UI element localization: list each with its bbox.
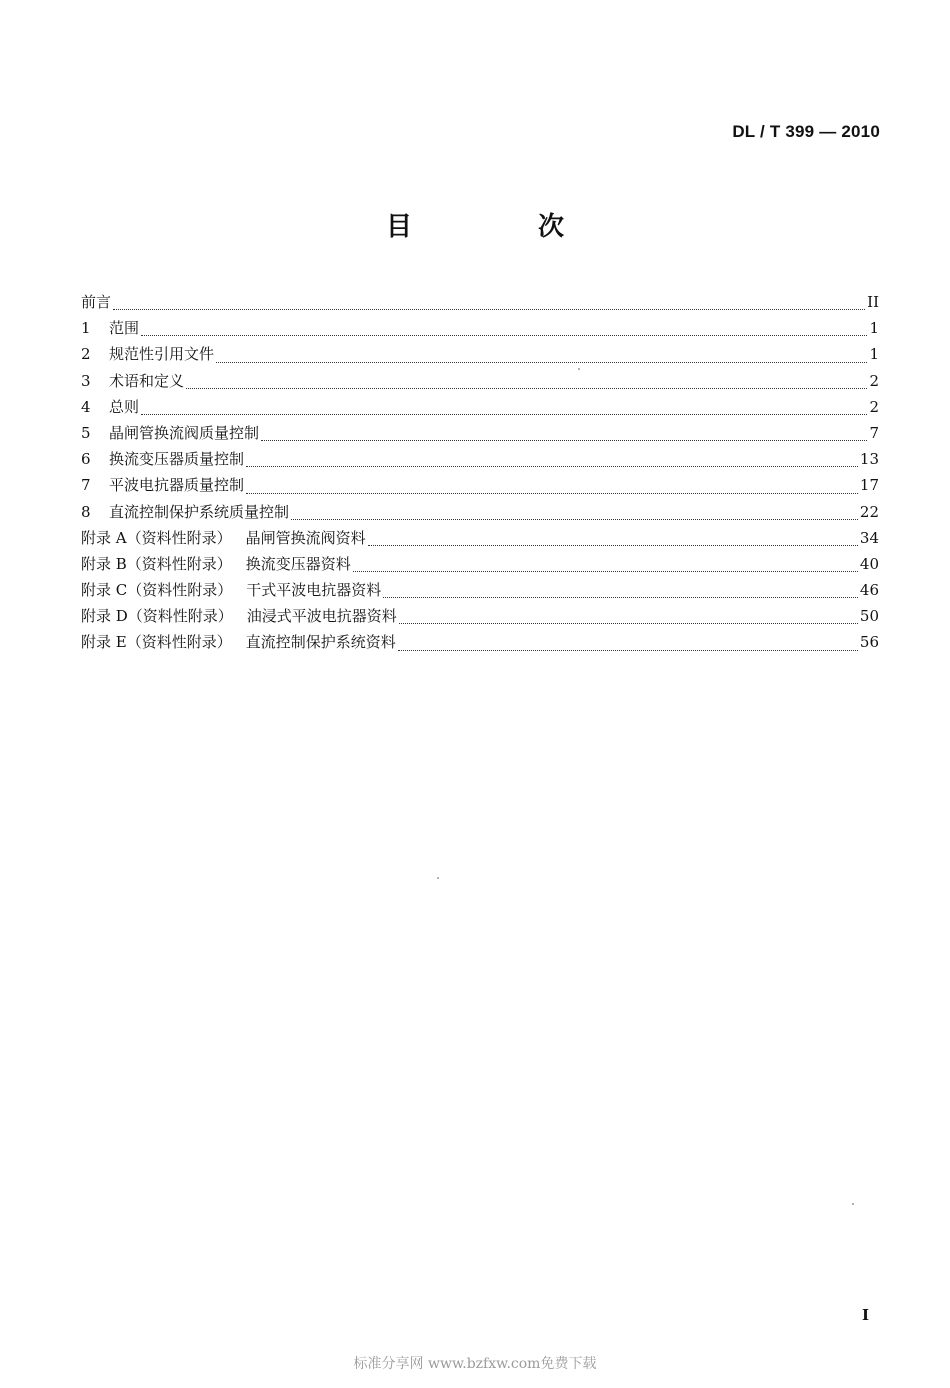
dot-leader bbox=[383, 597, 858, 598]
annex-tag: 附录 C（资料性附录） bbox=[81, 581, 233, 600]
dot-leader bbox=[399, 623, 858, 624]
toc-entry-text: 直流控制保护系统质量控制 bbox=[109, 502, 290, 521]
toc-entry-annex-c[interactable] bbox=[81, 577, 879, 603]
table-of-contents bbox=[81, 289, 879, 656]
dot-leader bbox=[353, 571, 858, 572]
toc-entry-number: 4 bbox=[81, 397, 91, 416]
toc-entry-number: 2 bbox=[81, 345, 91, 364]
toc-entry-page: 1 bbox=[869, 319, 879, 338]
toc-entry-text: 换流变压器资料 bbox=[245, 554, 351, 573]
toc-entry-text: 规范性引用文件 bbox=[109, 345, 215, 364]
toc-entry-number: 8 bbox=[81, 502, 91, 521]
toc-entry-page: 2 bbox=[869, 397, 879, 416]
toc-entry-page: 13 bbox=[859, 450, 879, 469]
toc-entry-page: 34 bbox=[859, 528, 879, 547]
toc-entry-text: 晶闸管换流阀资料 bbox=[245, 528, 366, 547]
annex-tag: 附录 D（资料性附录） bbox=[81, 607, 233, 626]
dot-leader bbox=[113, 309, 865, 310]
toc-entry-text: 术语和定义 bbox=[109, 371, 185, 390]
toc-entry-text: 直流控制保护系统资料 bbox=[245, 633, 396, 652]
toc-entry-number: 7 bbox=[81, 476, 91, 495]
toc-entry-page: 2 bbox=[869, 371, 879, 390]
toc-entry-page: 17 bbox=[859, 476, 879, 495]
toc-entry-text: 换流变压器质量控制 bbox=[109, 450, 245, 469]
dot-leader bbox=[141, 414, 867, 415]
toc-entry-page: 50 bbox=[859, 607, 879, 626]
toc-entry-page: 46 bbox=[859, 581, 879, 600]
toc-entry-thyristor-valve[interactable] bbox=[81, 420, 879, 446]
toc-entry-text: 油浸式平波电抗器资料 bbox=[246, 607, 397, 626]
dot-leader bbox=[246, 493, 858, 494]
scan-speck bbox=[437, 877, 439, 879]
toc-entry-text: 平波电抗器质量控制 bbox=[109, 476, 245, 495]
toc-entry-number: 1 bbox=[81, 319, 91, 338]
toc-entry-text: 总则 bbox=[109, 397, 140, 416]
toc-entry-scope[interactable] bbox=[81, 315, 879, 341]
dot-leader bbox=[291, 519, 858, 520]
toc-title: 目 次 bbox=[385, 212, 614, 242]
toc-entry-number: 3 bbox=[81, 371, 91, 390]
dot-leader bbox=[186, 388, 867, 389]
document-code: DL / T 399 — 2010 bbox=[732, 122, 880, 141]
toc-entry-annex-d[interactable] bbox=[81, 603, 879, 629]
toc-entry-converter-transformer[interactable] bbox=[81, 446, 879, 472]
scan-speck bbox=[578, 368, 580, 370]
watermark: 标准分享网 www.bzfxw.com免费下载 bbox=[353, 1356, 597, 1372]
dot-leader bbox=[368, 545, 858, 546]
toc-entry-annex-e[interactable] bbox=[81, 629, 879, 655]
dot-leader bbox=[216, 362, 867, 363]
toc-entry-foreword[interactable] bbox=[81, 289, 879, 315]
toc-entry-general[interactable] bbox=[81, 394, 879, 420]
toc-entry-page: II bbox=[867, 293, 879, 311]
page-number: I bbox=[862, 1306, 870, 1324]
annex-tag: 附录 B（资料性附录） bbox=[81, 554, 232, 573]
toc-entry-page: 7 bbox=[869, 423, 879, 442]
toc-entry-text: 范围 bbox=[109, 319, 140, 338]
dot-leader bbox=[398, 650, 858, 651]
toc-entry-text: 前言 bbox=[81, 293, 112, 311]
dot-leader bbox=[246, 466, 858, 467]
toc-entry-page: 22 bbox=[859, 502, 879, 521]
toc-entry-page: 40 bbox=[859, 554, 879, 573]
toc-entry-text: 晶闸管换流阀质量控制 bbox=[109, 423, 260, 442]
toc-entry-page: 1 bbox=[869, 345, 879, 364]
toc-entry-annex-a[interactable] bbox=[81, 525, 879, 551]
dot-leader bbox=[261, 440, 867, 441]
toc-entry-dc-control-protection[interactable] bbox=[81, 499, 879, 525]
toc-entry-page: 56 bbox=[859, 633, 879, 652]
scan-speck bbox=[852, 1203, 854, 1205]
toc-entry-text: 干式平波电抗器资料 bbox=[246, 581, 382, 600]
annex-tag: 附录 E（资料性附录） bbox=[81, 633, 232, 652]
toc-entry-number: 5 bbox=[81, 423, 91, 442]
toc-entry-terms[interactable] bbox=[81, 368, 879, 394]
toc-entry-number: 6 bbox=[81, 450, 91, 469]
annex-tag: 附录 A（资料性附录） bbox=[81, 528, 232, 547]
toc-entry-annex-b[interactable] bbox=[81, 551, 879, 577]
toc-entry-smoothing-reactor[interactable] bbox=[81, 472, 879, 498]
dot-leader bbox=[141, 335, 867, 336]
toc-entry-normative-references[interactable] bbox=[81, 341, 879, 367]
